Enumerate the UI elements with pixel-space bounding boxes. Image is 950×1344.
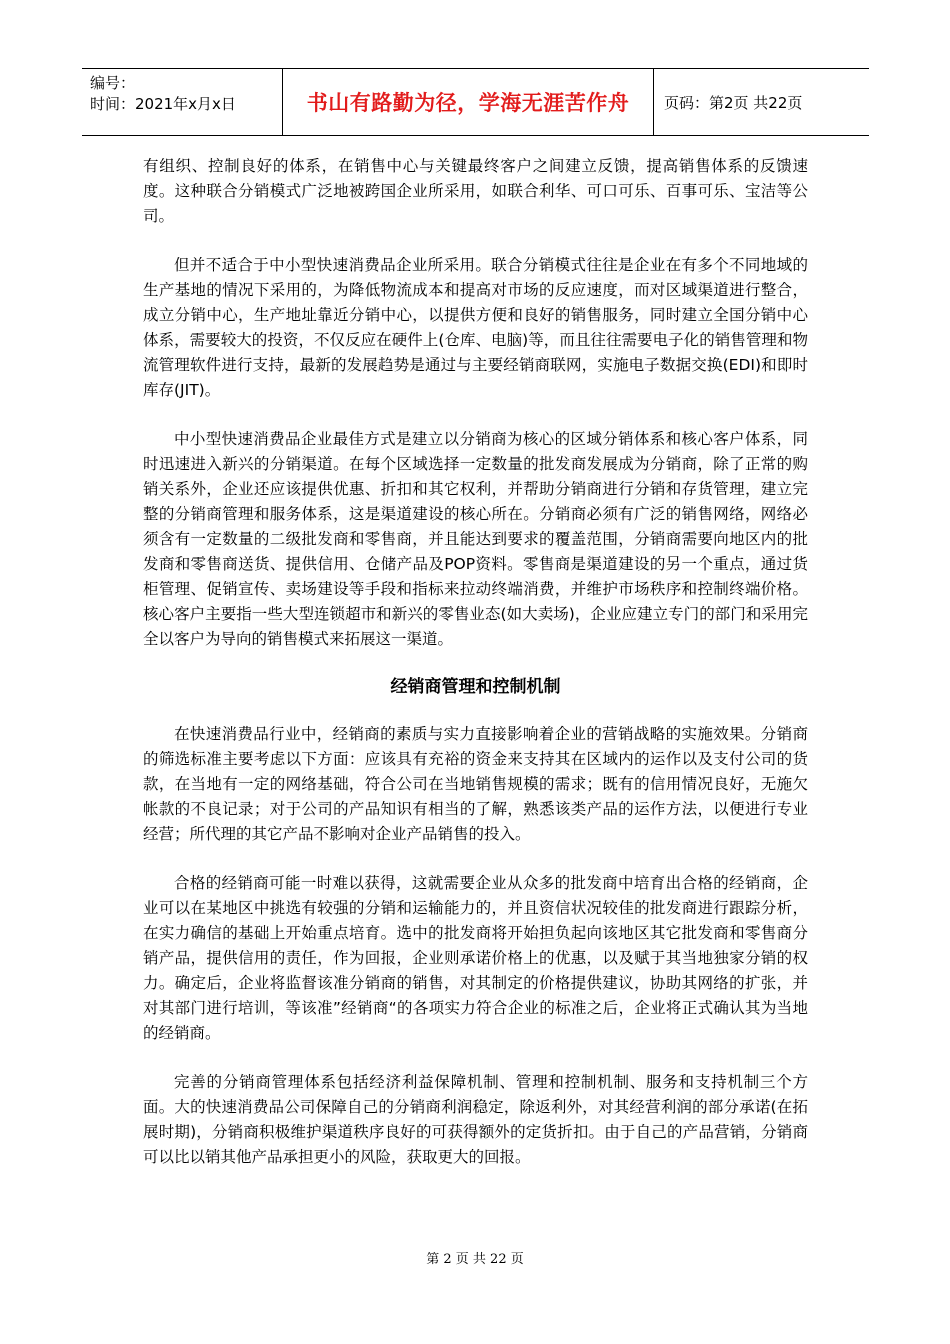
body-paragraph-3: 中小型快速消费品企业最佳方式是建立以分销商为核心的区域分销体系和核心客户体系，同时迅速进入新兴的分销渠道。在每个区域选择一定数量的批发商发展成为分销商，除了正常的购销关系外，企业还应该提供优惠、折扣和其它权利，并帮助分销商进行分销和存货管理，建立完整的分销商管理和服务体系，这是渠道建设的核心所在。分销商必须有广泛的销售网络，网络必须含有一定数量的二级批发商和零售商，并且能达到要求的覆盖范围，分销商需要向地区内的批发商和零售商送货、提供信用、仓储产品及POP资料。零售商是渠道建设的另一个重点，通过货柜管理、促销宣传、卖场建设等手段和指标来拉动终端消费，并维护市场秩序和控制终端价格。核心客户主要指一些大型连锁超市和新兴的零售业态(如大卖场)，企业应建立专门的部门和采用完全以客户为导向的销售模式来拓展这一渠道。 — [143, 430, 808, 648]
section-heading: 经销商管理和控制机制 — [390, 677, 561, 697]
document-number-label: 编号： — [90, 74, 136, 92]
header-page-info: 页码：第2页 共22页 — [664, 93, 803, 112]
header-meta — [82, 69, 283, 135]
body-paragraph-2: 但并不适合于中小型快速消费品企业所采用。联合分销模式往往是企业在有多个不同地域的生产基地的情况下采用的，为降低物流成本和提高对市场的反应速度，而对区域渠道进行整合，成立分销中心，生产地址靠近分销中心，以提供方便和良好的销售服务，同时建立全国分销中心体系，需要较大的投资，不仅反应在硬件上(仓库、电脑)等，而且往往需要电子化的销售管理和物流管理软件进行支持，最新的发展趋势是通过与主要经销商联网，实施电子数据交换(EDI)和即时库存(JIT)。 — [143, 256, 808, 399]
page-header — [82, 68, 869, 136]
document-body — [143, 154, 808, 1194]
section-paragraph-1: 在快速消费品行业中，经销商的素质与实力直接影响着企业的营销战略的实施效果。分销商的筛选标准主要考虑以下方面：应该具有充裕的资金来支持其在区域内的运作以及支付公司的货款，在当地有一定的网络基础，符合公司在当地销售规模的需求；既有的信用情况良好，无施欠帐款的不良记录；对于公司的产品知识有相当的了解，熟悉该类产品的运作方法，以便进行专业经营；所代理的其它产品不影响对企业产品销售的投入。 — [143, 725, 808, 843]
section-paragraph-2: 合格的经销商可能一时难以获得，这就需要企业从众多的批发商中培育出合格的经销商，企业可以在某地区中挑选有较强的分销和运输能力的，并且资信状况较佳的批发商进行跟踪分析，在实力确信的基础上开始重点培育。选中的批发商将开始担负起向该地区其它批发商和零售商分销产品，提供信用的责任，作为回报，企业则承诺价格上的优惠，以及赋于其当地独家分销的权力。确定后，企业将监督该准分销商的销售，对其制定的价格提供建议，协助其网络的扩张，并对其部门进行培训，等该准”经销商“的各项实力符合企业的标准之后，企业将正式确认其为当地的经销商。 — [143, 874, 808, 1042]
header-motto: 书山有路勤为径，学海无涯苦作舟 — [283, 69, 654, 135]
body-paragraph-1: 有组织、控制良好的体系，在销售中心与关键最终客户之间建立反馈，提高销售体系的反馈速度。这种联合分销模式广泛地被跨国企业所采用，如联合利华、可口可乐、百事可乐、宝洁等公司。 — [143, 157, 808, 225]
section-paragraph-3: 完善的分销商管理体系包括经济利益保障机制、管理和控制机制、服务和支持机制三个方面。大的快速消费品公司保障自己的分销商利润稳定，除返利外，对其经营利润的部分承诺(在拓展时期)，分销商积极维护渠道秩序良好的可获得额外的定货折扣。由于自己的产品营销，分销商可以比以销其他产品承担更小的风险，获取更大的回报。 — [143, 1073, 808, 1166]
document-time-label: 时间：2021年x月x日 — [90, 95, 236, 113]
page-footer: 第 2 页 共 22 页 — [426, 1252, 524, 1267]
